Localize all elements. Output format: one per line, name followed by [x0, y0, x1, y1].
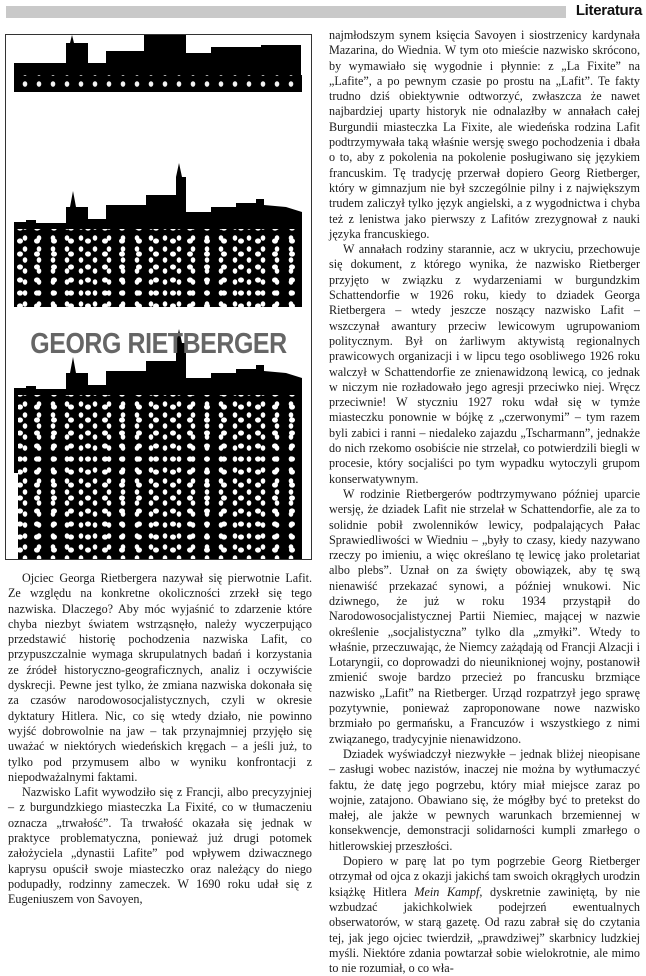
article-column-right	[329, 28, 640, 976]
paragraph-text: , dyskretnie zawiniętą, by nie wzbudzać jakichkolwiek podejrzeń ewentualnych obserwatorów, w starą gazetę. Od razu zabrał się do czytania tej, jak jego ojciec twierdził, „prawdziwej” skarbnicy ludzkiej myśli. Niektóre zdania powtarzał sobie wielokrotnie, ale mimo to nie rozumiał, o co wła-	[329, 884, 640, 976]
article-paragraph: Ojciec Georga Rietbergera nazywał się pierwotnie Lafit. Ze względu na konkretne okoliczności zrzekł się tego nazwiska. Dlaczego? Aby móc wyjaśnić to zdarzenie które chyba niezbyt światem wstrząsnęło, należy wyczerpująco przedstawić historię pochodzenia nazwiska Lafit, co przypuszczalnie wymaga skrupulatnych badań i korzystania ze źródeł historyczno-geograficznych, analiz i oczywiście dyskrecji. Pewne jest tylko, że zmiana nazwiska dokonała się za czasów narodowosocjalistycznych, czyli w okresie dyktatury Hitlera. Nic, co się wtedy działo, nie powinno wyjść dobrowolnie na jaw – tak przynajmniej przyjęło się uważać w niektórych wiedeńskich kręgach – a jeśli już, to tylko pod przymusem albo w wyniku konfrontacji z niepodważalnymi faktami.	[8, 571, 312, 784]
book-title-italic: Mein Kampf	[414, 884, 480, 899]
article-paragraph	[329, 854, 640, 976]
article-column-left	[8, 571, 312, 908]
article-paragraph-continued: najmłodszym synem księcia Savoyen i siostrzenicy kardynała Mazarina, do Wiednia. W tym oto mieście nazwisko skrócono, by wymawiało się wygodnie i płynnie: z „La Fixite” na „Lafite”, a po pewnym czasie po prostu na „Lafit”. Te fakty trudno dziś obiektywnie odtworzyć, zwłaszcza że nawet najbardziej uparty historyk nie odnalazłby w annałach całej Burgundii miasteczka La Fixite, ale wiedeńska rodzina Lafit podtrzymywała taką właśnie wersję swego pochodzenia i dbała o to, aby z pokolenia na pokolenie posługiwano się językiem francuskim. Tę tradycję przerwał dopiero Georg Rietberger, który w gimnazjum nie był szczególnie pilny i z największym trudem zaliczył tylko język angielski, a z wygodnictwa i chyba też z lenistwa jako pierwszy z Lafitów zrezygnował z nauki języka francuskiego.	[329, 28, 640, 241]
section-header-bar	[6, 6, 566, 18]
section-label: Literatura	[575, 2, 642, 19]
skyline-silhouette-graphic	[6, 35, 312, 560]
article-paragraph: W annałach rodziny starannie, acz w ukryciu, przechowuje się dokument, z którego wynika, że nazwisko Rietberger przyjęto w związku z wydarzeniami w burgundzkim Schattendorfie w 1926 roku, kiedy to dziadek Georga Rietbergera – wtedy jeszcze noszący nazwisko Lafit – wszczynał awantury przeciw lewicowym ugrupowaniom politycznym. Był on żarliwym aktywistą regionalnych prawicowych organizacji i w lipcu tego osobliwego 1926 roku walczył w Schattendorfie ze znienawidzoną lewicą, co jednak w niczym nie rozładowało jego agresji przeciwko niej. Wręcz przeciwnie! W styczniu 1927 roku wdał się w tymże miasteczku ponownie w bójkę z „czerwonymi” – tym razem byli zabici i ranni – niedaleko zajazdu „Tscharmann”, jednakże do nich rzekomo osobiście nie strzelał, co potwierdzili biegli w procesie, który socjaliści po tym wypadku wytoczyli grupom konserwatywnym.	[329, 242, 640, 486]
article-paragraph: Nazwisko Lafit wywodziło się z Francji, albo precyzyjniej – z burgundzkiego miasteczka La Fixité, co w tłumaczeniu oznacza „trwałość”. Ta trwałość okazała się jednak w praktyce problematyczna, ponieważ już drugi potomek założyciela „dynastii Lafite” pod wpływem dziwacznego kaprysu opuścił swoje miasteczko oraz należący do niego podupadły, rodzinny zameczek. W 1690 roku udał się z Eugeniuszem von Savoyen,	[8, 785, 312, 907]
book-cover-illustration	[5, 34, 312, 560]
paragraph-text: Dopiero w parę lat po tym pogrzebie Georg Rietberger otrzymał od ojca z okazji jakichś tam swoich okrągłych urodzin książkę Hitlera	[329, 854, 640, 899]
article-paragraph: Dziadek wyświadczył niezwykłe – jednak bliżej nieopisane – zasługi wobec nazistów, inaczej nie można by wytłumaczyć faktu, że datę jego pogrzebu, który miał miejsce zaraz po wojnie, zatajono. Obawiano się, że mógłby być to pretekst do małej, ale jakże w pewnych warunkach brzemiennej w konsekwencje, demonstracji solidarności kumpli zmarłego o hitlerowskiej przeszłości.	[329, 746, 640, 853]
book-title: GEORG RIETBERGER	[30, 328, 287, 360]
article-paragraph: W rodzinie Rietbergerów podtrzymywano później uparcie wersję, że dziadek Lafit nie strzelał w Schattendorfie, ale za to solidnie pobił zwolenników lewicy, podpalających Pałac Sprawiedliwości w Wiedniu – „były to czasy, kiedy nazywano rzeczy po imieniu, a więc określano tę lewicę jako proletariat albo plebs”. Uznał on za święty obowiązek, aby tę swą nienawiść przekazać synowi, a później wnukowi. Nic dziwnego, że już w roku 1934 przystąpił do Narodowosocjalistycznej Partii Niemiec, mającej w nazwie określenie „socjalistyczna” tylko dla „zmyłki”. Wtedy to właśnie, przeczuwając, że Niemcy zażądają od Francji Alzacji i Lotaryngii, co doprowadzi do nieuniknionej wojny, postanowił zmienić swoje bardzo przecież po francusku brzmiące nazwisko „Lafit” na Rietberger. Urząd rozpatrzył jego sprawę pozytywnie, ponieważ zaproponowane nowe nazwisko brzmiało po germańsku, a Francuzów i wszystkiego z nimi związanego, tradycyjnie nienawidzono.	[329, 486, 640, 746]
